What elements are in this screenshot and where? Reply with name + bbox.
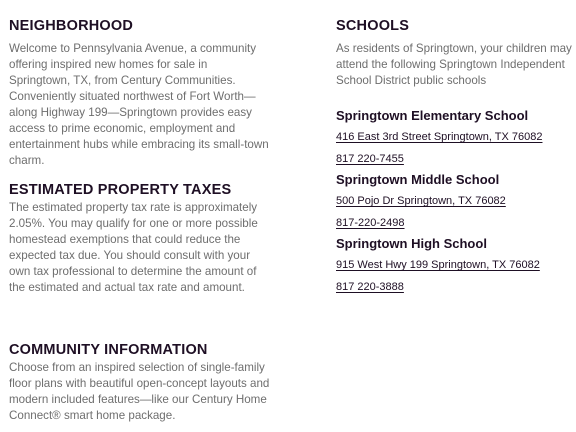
school-high xyxy=(336,236,576,294)
school-name: Springtown Middle School xyxy=(336,172,500,187)
school-phone-link[interactable]: 817 220-7455 xyxy=(336,153,404,165)
schools-section xyxy=(336,18,576,89)
schools-intro-text: As residents of Springtown, your children may attend the following Springtown Independent School District public schools xyxy=(336,42,572,87)
school-name: Springtown Elementary School xyxy=(336,108,529,123)
schools-heading: SCHOOLS xyxy=(336,18,410,34)
community-information-section xyxy=(9,342,271,424)
school-address-link[interactable]: 416 East 3rd Street Springtown, TX 76082 xyxy=(336,131,543,143)
neighborhood-section xyxy=(9,18,271,169)
community-information-heading: COMMUNITY INFORMATION xyxy=(9,342,208,358)
property-taxes-text: The estimated property tax rate is approximately 2.05%. You may qualify for one or more possible homestead exemptions that could reduce the expected tax due. You should consult with your own tax professional to determine the amount of the estimated and actual tax rate and amount. xyxy=(9,201,258,294)
neighborhood-heading: NEIGHBORHOOD xyxy=(9,18,134,34)
property-taxes-heading: ESTIMATED PROPERTY TAXES xyxy=(9,182,232,198)
school-phone-link[interactable]: 817 220-3888 xyxy=(336,281,404,293)
school-name: Springtown High School xyxy=(336,236,487,251)
school-middle xyxy=(336,172,576,230)
community-information-text: Choose from an inspired selection of single-family floor plans with beautiful open-concept layouts and modern included features—like our Century Home Connect® smart home package. xyxy=(9,361,270,422)
school-phone-link[interactable]: 817-220-2498 xyxy=(336,217,405,229)
school-address-link[interactable]: 500 Pojo Dr Springtown, TX 76082 xyxy=(336,195,506,207)
neighborhood-text: Welcome to Pennsylvania Avenue, a community offering inspired new homes for sale in Springtown, TX, from Century Communities. Conveniently situated northwest of Fort Worth—along Highway 199—Springtown provides easy access to prime economic, employment and entertainment hubs while embracing its small-town charm. xyxy=(9,42,269,167)
school-elementary xyxy=(336,108,576,166)
school-address-link[interactable]: 915 West Hwy 199 Springtown, TX 76082 xyxy=(336,259,540,271)
property-taxes-section xyxy=(9,182,271,296)
